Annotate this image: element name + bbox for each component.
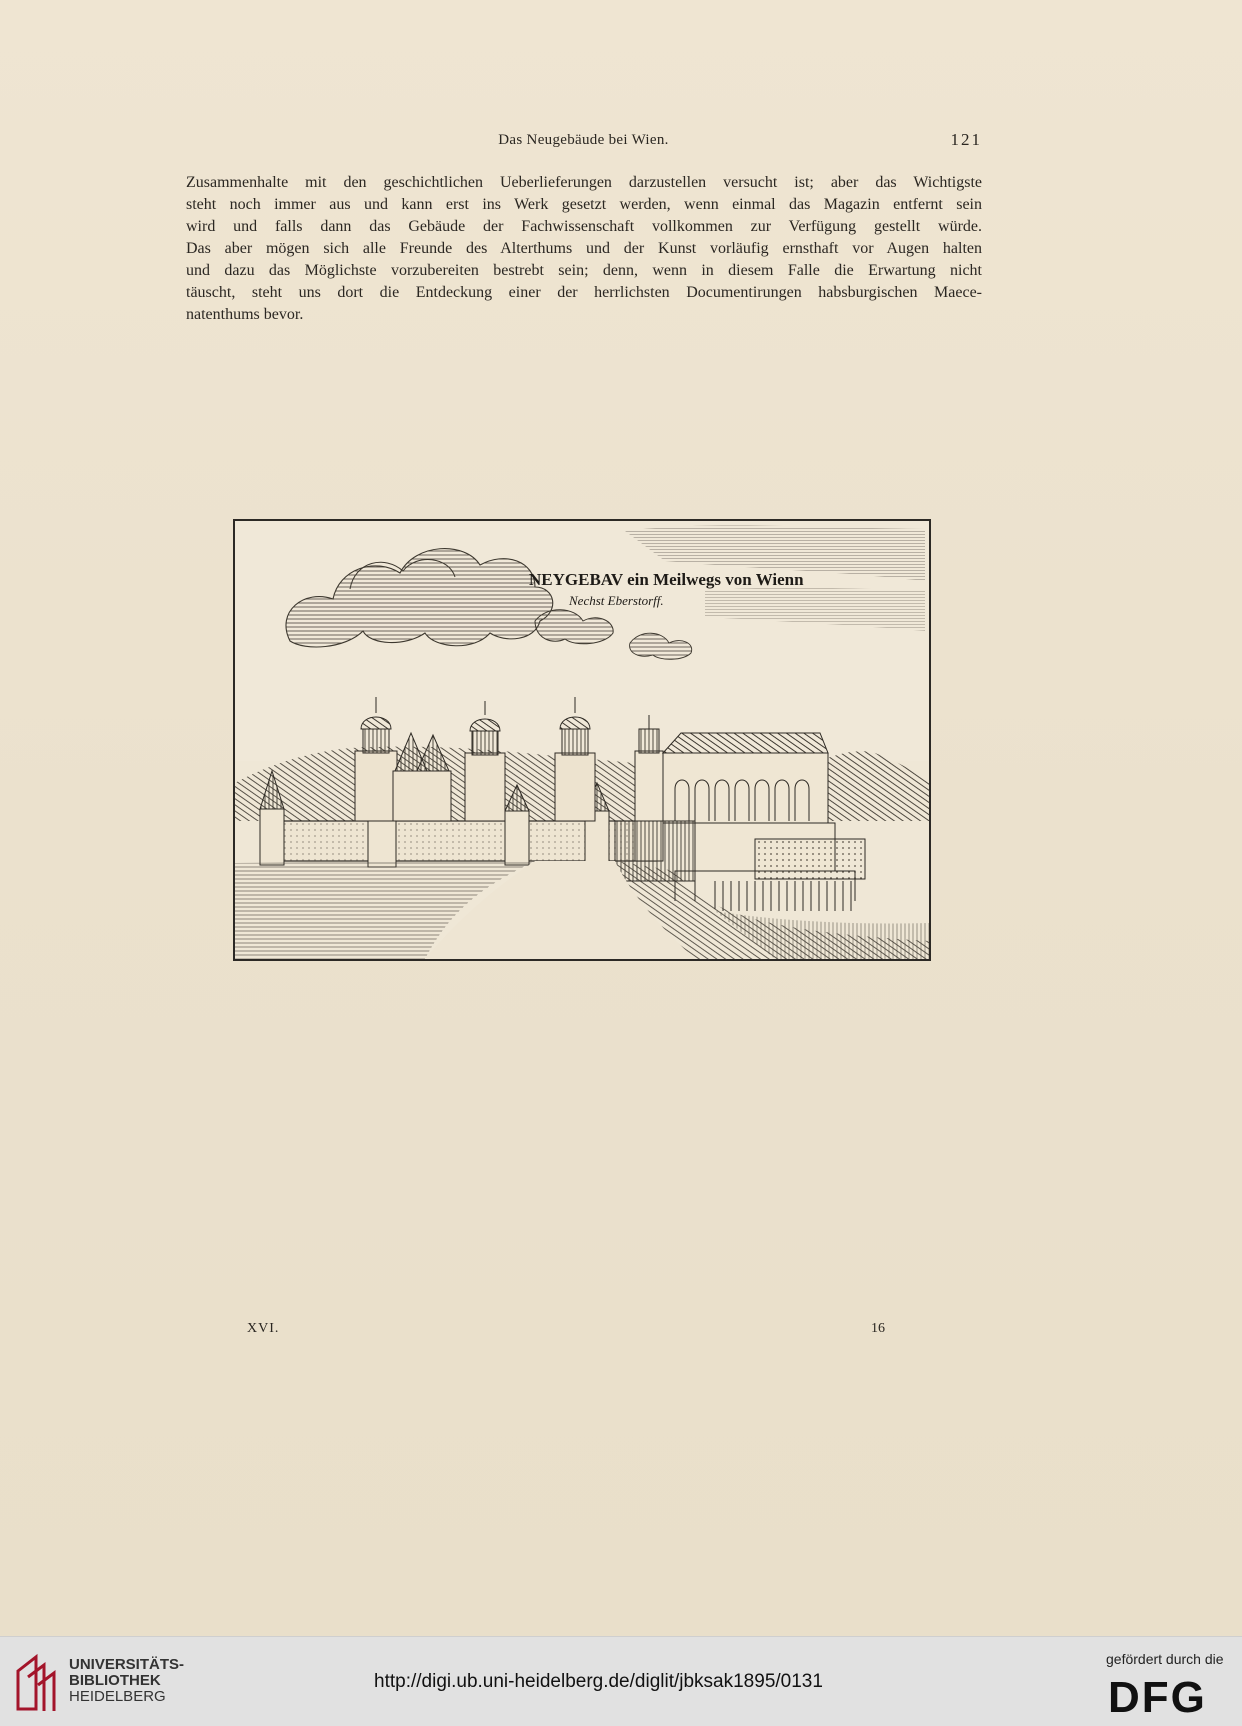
library-name-line: HEIDELBERG [69, 1688, 166, 1705]
dfg-logo-text: DFG [1108, 1674, 1207, 1716]
viewer-footer [0, 1636, 1242, 1726]
engraving-illustration [235, 521, 929, 959]
engraving-plate [233, 519, 931, 961]
library-name-line: BIBLIOTHEK [69, 1672, 161, 1689]
text-line: natenthums bevor. [186, 306, 304, 323]
text-line: und dazu das Möglichste vorzubereiten bestrebt sein; denn, wenn in diesem Falle die Erwartung nicht [186, 262, 982, 279]
permalink-url[interactable]: http://digi.ub.uni-heidelberg.de/diglit/jbksak1895/0131 [374, 1671, 823, 1692]
sheet-number: 16 [871, 1321, 885, 1336]
signature-mark: XVI. [247, 1321, 280, 1336]
plate-caption-title: NEYGEBAV ein Meilwegs von Wienn [529, 570, 804, 589]
running-head [185, 132, 982, 156]
dfg-logo-icon[interactable] [1108, 1674, 1226, 1716]
body-paragraph [186, 172, 982, 326]
library-name[interactable] [69, 1657, 184, 1705]
text-line: täuscht, steht uns dort die Entdeckung einer der herrlichsten Documentirungen habsburgischen Maece- [186, 284, 982, 301]
text-line: Zusammenhalte mit den geschichtlichen Ueberlieferungen darzustellen versucht ist; aber das Wichtigste [186, 174, 982, 191]
university-library-logo-icon[interactable] [14, 1651, 68, 1713]
plate-caption-subtitle: Nechst Eberstorff. [569, 593, 664, 608]
funder-text: gefördert durch die [1106, 1651, 1224, 1667]
library-name-line: UNIVERSITÄTS- [69, 1656, 185, 1673]
text-line: wird und falls dann das Gebäude der Fachwissenschaft vollkommen zur Verfügung gestellt würde. [186, 218, 982, 235]
text-line: steht noch immer aus und kann erst ins Werk gesetzt werden, wenn einmal das Magazin entfernt sein [186, 196, 982, 213]
running-title: Das Neugebäude bei Wien. [498, 132, 669, 148]
page-number: 121 [950, 130, 982, 149]
text-line: Das aber mögen sich alle Freunde des Alterthums und der Kunst vorläufig ernsthaft vor Augen halten [186, 240, 982, 257]
